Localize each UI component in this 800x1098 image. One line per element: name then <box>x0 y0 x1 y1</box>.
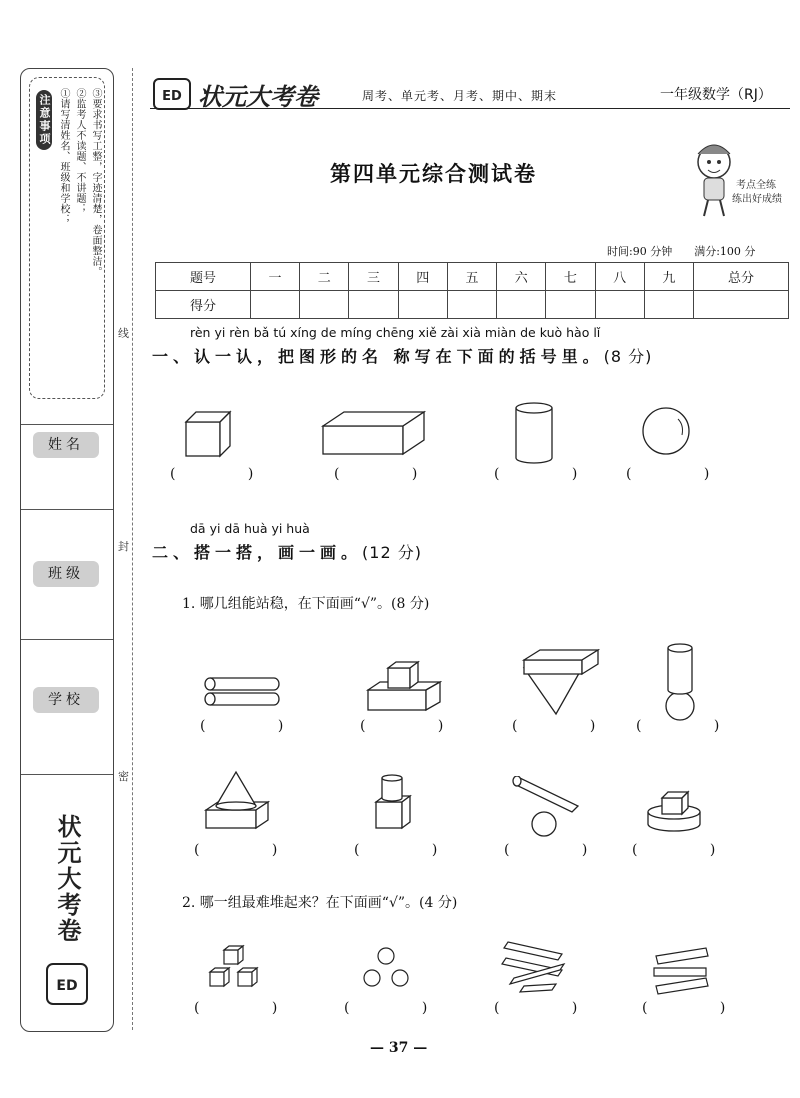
score-header-cell: 七 <box>546 263 595 291</box>
svg-text:练出好成绩: 练出好成绩 <box>732 194 782 205</box>
score-cell[interactable] <box>447 291 496 319</box>
svg-text:ED: ED <box>56 978 78 994</box>
cone-on-slab-shape <box>204 770 270 832</box>
score-header-cell: 三 <box>349 263 398 291</box>
answer-paren[interactable]: ( ) <box>360 718 478 734</box>
exam-time: 时间:90 分钟 <box>607 245 673 258</box>
cube-on-disc-shape <box>644 788 704 834</box>
strip-logo <box>41 794 93 1014</box>
score-row-label: 得分 <box>156 291 251 319</box>
cylinder-on-cube-shape <box>372 772 412 832</box>
score-cell[interactable] <box>694 291 789 319</box>
svg-text:考点全练: 考点全练 <box>736 180 776 191</box>
score-header-row <box>156 263 789 291</box>
score-table <box>155 262 789 319</box>
answer-paren[interactable]: ( ) <box>194 842 312 858</box>
score-cell[interactable] <box>300 291 349 319</box>
score-header-cell: 一 <box>250 263 299 291</box>
q2-sub2: 2. 哪一组最难堆起来？在下面画“√”。(4 分) <box>182 895 458 911</box>
log-on-ball-shape <box>508 776 580 840</box>
score-row <box>156 291 789 319</box>
score-header-cell: 总分 <box>694 263 789 291</box>
answer-paren[interactable]: ( ) <box>494 1000 612 1016</box>
q1-heading: 一、认一认，把图形的名 称写在下面的括号里。(8 分) <box>152 347 653 366</box>
svg-text:状元大考卷: 状元大考卷 <box>53 814 81 944</box>
cuboid-on-cone-shape <box>520 648 600 716</box>
mascot-icon <box>684 130 784 220</box>
divider <box>21 509 113 510</box>
divider <box>21 424 113 425</box>
page-number: — 37 — <box>370 1040 428 1056</box>
score-header-cell: 二 <box>300 263 349 291</box>
score-cell[interactable] <box>497 291 546 319</box>
score-cell[interactable] <box>250 291 299 319</box>
q1-pinyin: rèn yi rèn bǎ tú xíng de míng chēng xiě zài xià miàn de kuò hào lǐ <box>190 325 601 340</box>
cube-on-slab-shape <box>366 658 442 714</box>
score-header-cell: 五 <box>447 263 496 291</box>
divider <box>21 774 113 775</box>
cut-word: 封 <box>118 540 129 553</box>
q2-sub1: 1. 哪几组能站稳，在下面画“√”。(8 分) <box>182 596 430 612</box>
binding-strip <box>20 68 114 1032</box>
class-label: 班级 <box>33 561 99 587</box>
three-balls-shape <box>360 944 412 990</box>
answer-paren[interactable]: ( ) <box>170 466 288 482</box>
answer-paren[interactable]: ( ) <box>200 718 318 734</box>
cylinder-on-sphere-shape <box>660 642 700 722</box>
header-rule <box>150 108 790 109</box>
answer-paren[interactable]: ( ) <box>334 466 452 482</box>
header-logo-text: 状元大考卷 <box>198 83 318 111</box>
cut-word: 线 <box>118 327 129 340</box>
crossed-logs-shape <box>650 946 710 996</box>
cuboid-shape <box>320 408 428 458</box>
q2-pinyin: dā yi dā huà yi huà <box>190 521 310 536</box>
answer-paren[interactable]: ( ) <box>642 1000 760 1016</box>
answer-paren[interactable]: ( ) <box>194 1000 312 1016</box>
score-header-cell: 题号 <box>156 263 251 291</box>
score-header-cell: 四 <box>398 263 447 291</box>
cut-line <box>132 68 133 1030</box>
notice-title: 注意事项 <box>36 90 52 150</box>
exam-score: 满分:100 分 <box>694 245 756 258</box>
notice-line: ①请写清姓名、班级和学校； <box>58 88 69 225</box>
divider <box>21 639 113 640</box>
exam-meta <box>585 243 755 259</box>
score-header-cell: 六 <box>497 263 546 291</box>
school-label: 学校 <box>33 687 99 713</box>
three-cubes-shape <box>206 942 262 992</box>
score-cell[interactable] <box>349 291 398 319</box>
score-cell[interactable] <box>595 291 644 319</box>
cut-word: 密 <box>118 770 129 783</box>
answer-paren[interactable]: ( ) <box>344 1000 462 1016</box>
stacked-sticks-shape <box>500 940 566 998</box>
notice-box <box>29 77 105 399</box>
score-cell[interactable] <box>644 291 693 319</box>
answer-paren[interactable]: ( ) <box>494 466 612 482</box>
answer-paren[interactable]: ( ) <box>632 842 750 858</box>
cube-shape <box>182 408 234 458</box>
score-header-cell: 九 <box>644 263 693 291</box>
score-cell[interactable] <box>546 291 595 319</box>
answer-paren[interactable]: ( ) <box>636 718 754 734</box>
header-subtitle: 周考、单元考、月考、期中、期末 <box>362 89 558 103</box>
name-label: 姓名 <box>33 432 99 458</box>
score-header-cell: 八 <box>595 263 644 291</box>
answer-paren[interactable]: ( ) <box>512 718 630 734</box>
answer-paren[interactable]: ( ) <box>626 466 744 482</box>
sphere-shape <box>640 405 692 457</box>
notice-line: ③要求书写工整，字迹清楚，卷面整洁。 <box>90 88 101 277</box>
answer-paren[interactable]: ( ) <box>354 842 472 858</box>
notice-line: ②监考人不读题、不讲题； <box>74 88 85 214</box>
score-cell[interactable] <box>398 291 447 319</box>
answer-paren[interactable]: ( ) <box>504 842 622 858</box>
header-grade: 一年级数学（RJ） <box>660 87 772 103</box>
svg-text:ED: ED <box>162 89 182 104</box>
q2-heading: 二、搭一搭，画一画。(12 分) <box>152 543 422 562</box>
cylinder-shape <box>512 400 556 466</box>
two-logs-shape <box>204 676 280 710</box>
page-title: 第四单元综合测试卷 <box>330 162 537 186</box>
